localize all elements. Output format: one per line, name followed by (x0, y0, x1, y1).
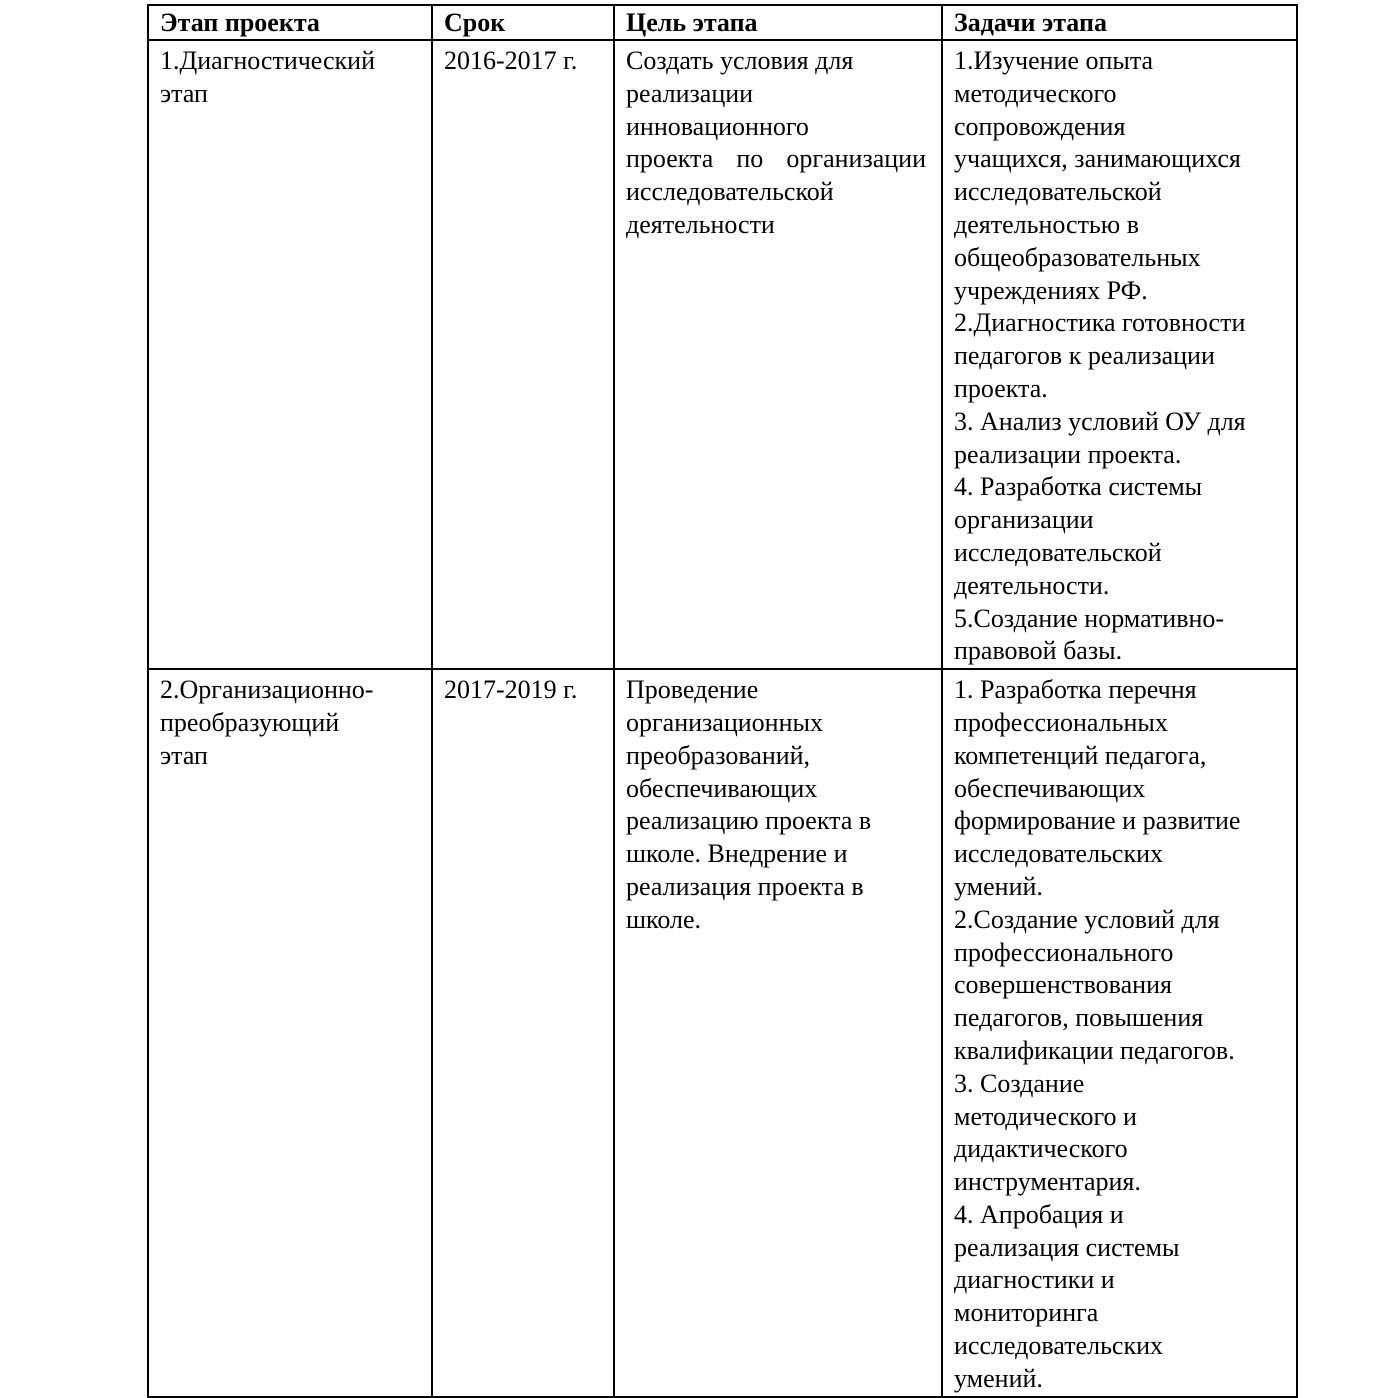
task-line: дидактического (954, 1134, 1128, 1164)
task-line: квалификации педагогов. (954, 1035, 1235, 1065)
task-line: профессионального (954, 937, 1174, 967)
task-line: общеобразовательных (954, 242, 1201, 272)
task-line: 1. Разработка перечня (954, 675, 1197, 705)
task-line: сопровождения (954, 111, 1126, 141)
task-line: обеспечивающих (954, 773, 1146, 803)
task-line: методического и (954, 1101, 1137, 1131)
goal-line: реализацию проекта в (626, 806, 872, 836)
stage-line: 1.Диагностический (160, 46, 375, 75)
task-line: педагогов, повышения (954, 1003, 1204, 1033)
goal-line: проекта по организации (626, 144, 926, 174)
task-line: учащихся, занимающихся (954, 144, 1241, 174)
task-line: инструментария. (954, 1167, 1141, 1197)
task-line: учреждениях РФ. (954, 275, 1148, 305)
task-line: умений. (954, 1363, 1043, 1393)
task-line: 3. Создание (954, 1068, 1085, 1098)
table-row (148, 40, 1297, 669)
task-line: компетенций педагога, (954, 740, 1207, 770)
task-line: диагностики и (954, 1265, 1115, 1295)
task-line: 3. Анализ условий ОУ для (954, 406, 1246, 436)
goal-line: школе. (626, 904, 702, 934)
task-line: 1.Изучение опыта (954, 46, 1154, 75)
goal-cell (614, 669, 942, 1397)
project-stages-table (147, 4, 1298, 1398)
stage-cell (148, 40, 432, 669)
task-line: исследовательских (954, 1331, 1164, 1361)
task-line: 2.Создание условий для (954, 904, 1220, 934)
task-line: деятельности. (954, 570, 1110, 600)
stage-line: преобразующий (160, 707, 340, 737)
task-line: исследовательской (954, 177, 1162, 207)
task-line: 5.Создание нормативно- (954, 603, 1225, 633)
stage-line: этап (160, 78, 208, 108)
goal-line: реализации (626, 78, 754, 108)
goal-line: обеспечивающих (626, 773, 818, 803)
task-line: мониторинга (954, 1298, 1099, 1328)
goal-cell (614, 40, 942, 669)
task-line: организации (954, 505, 1094, 535)
goal-line: организационных (626, 707, 823, 737)
period-cell (432, 40, 614, 669)
tasks-cell (942, 40, 1297, 669)
task-line: 4. Апробация и (954, 1199, 1124, 1229)
period-text: 2017-2019 г. (444, 675, 578, 705)
task-line: реализация системы (954, 1232, 1180, 1262)
header-tasks: Задачи этапа (942, 5, 1297, 40)
task-line: методического (954, 78, 1117, 108)
stage-cell (148, 669, 432, 1397)
task-line: профессиональных (954, 707, 1168, 737)
task-line: исследовательской (954, 537, 1162, 567)
goal-line: школе. Внедрение и (626, 839, 848, 869)
goal-line: деятельности (626, 209, 775, 239)
task-line: проекта. (954, 373, 1048, 403)
task-line: умений. (954, 871, 1043, 901)
header-goal: Цель этапа (614, 5, 942, 40)
header-stage: Этап проекта (148, 5, 432, 40)
stage-line: этап (160, 740, 208, 770)
task-line: деятельностью в (954, 209, 1139, 239)
task-line: формирование и развитие (954, 806, 1241, 836)
header-period: Срок (432, 5, 614, 40)
task-line: 4. Разработка системы (954, 472, 1203, 502)
task-line: правовой базы. (954, 636, 1123, 666)
goal-line: инновационного (626, 111, 809, 141)
goal-line: преобразований, (626, 740, 811, 770)
task-line: 2.Диагностика готовности (954, 308, 1246, 338)
goal-line: исследовательской (626, 177, 834, 207)
period-cell (432, 669, 614, 1397)
tasks-cell (942, 669, 1297, 1397)
task-line: реализации проекта. (954, 439, 1182, 469)
table-row (148, 669, 1297, 1397)
task-line: педагогов к реализации (954, 341, 1215, 371)
goal-line: Создать условия для (626, 46, 854, 75)
task-line: исследовательских (954, 839, 1164, 869)
task-line: совершенствования (954, 970, 1172, 1000)
goal-line: Проведение (626, 675, 759, 705)
table-header-row (148, 5, 1297, 40)
stage-line: 2.Организационно- (160, 675, 374, 705)
goal-line: реализация проекта в (626, 871, 864, 901)
period-text: 2016-2017 г. (444, 46, 578, 75)
